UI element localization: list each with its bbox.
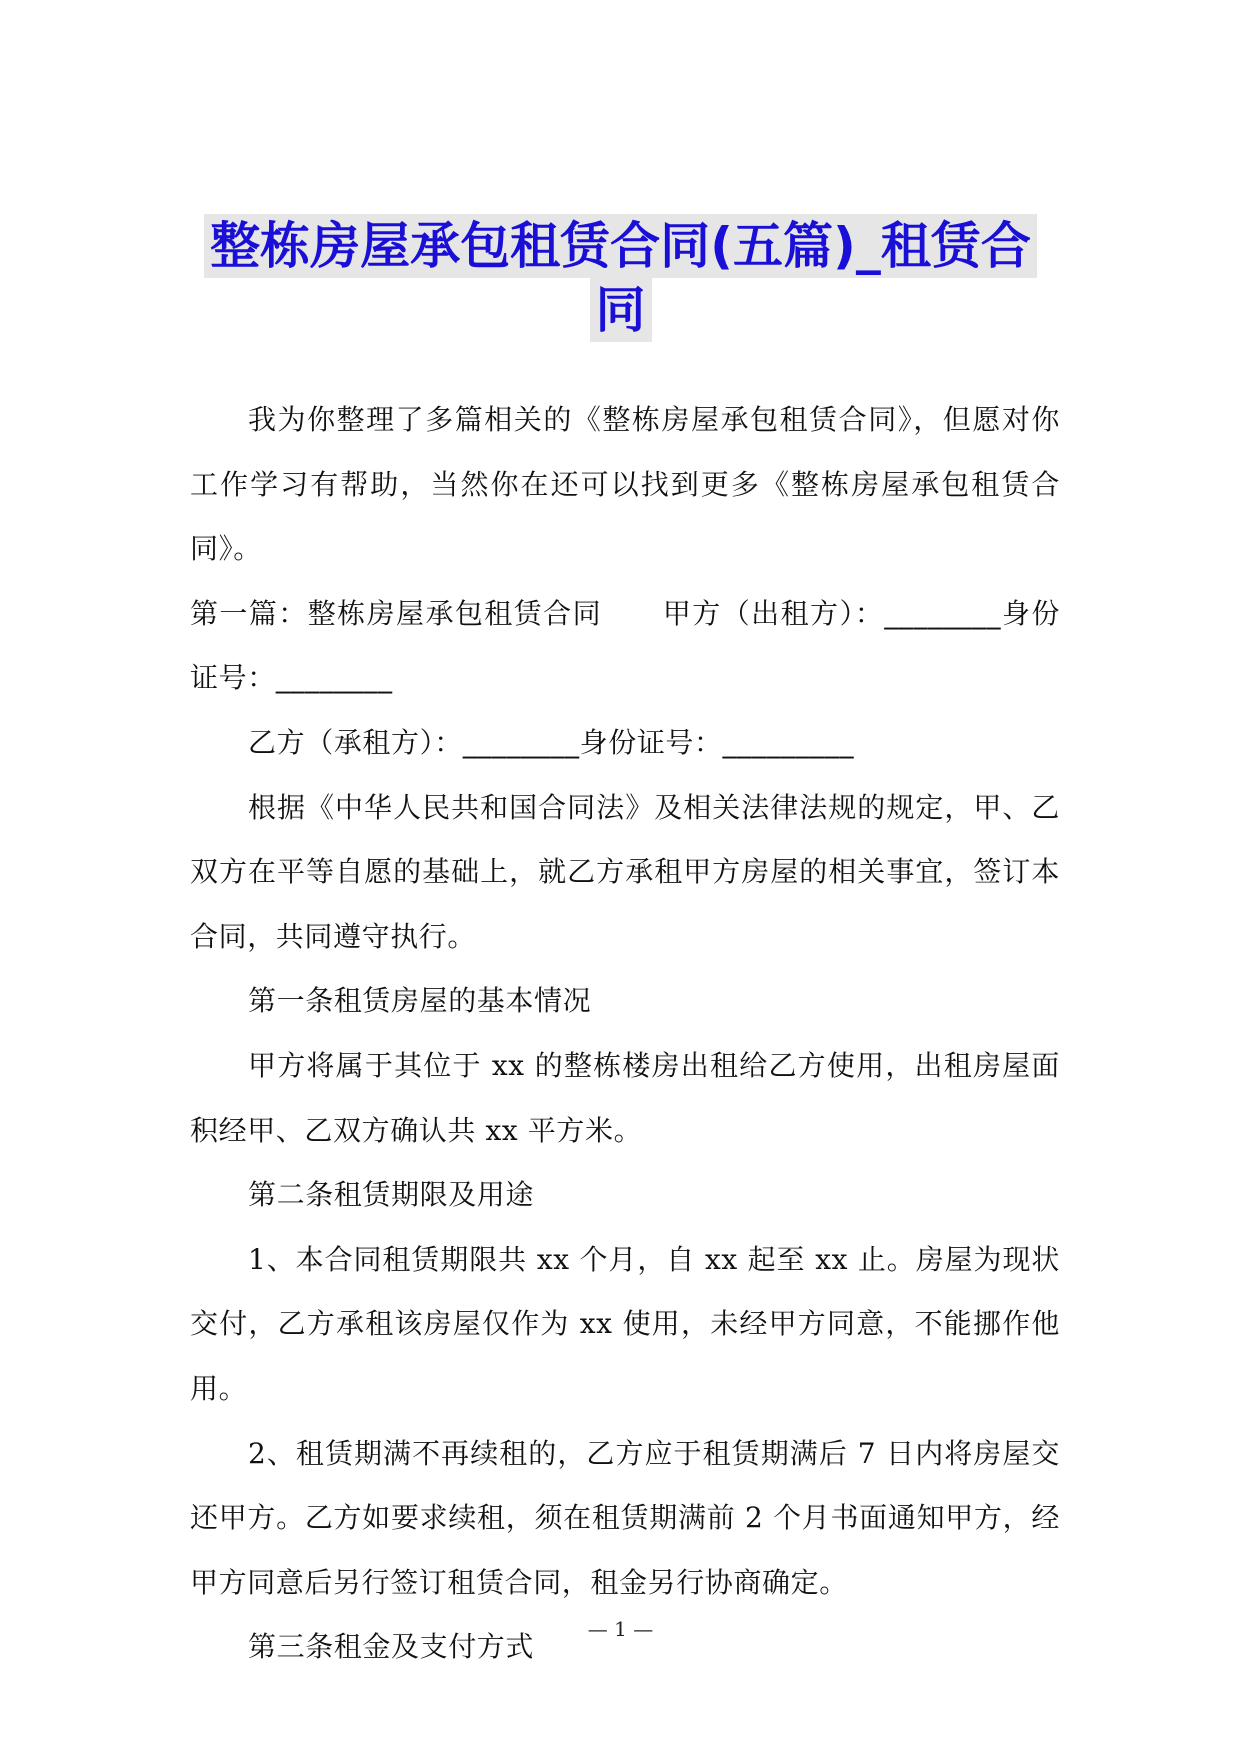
document-title [0, 214, 1241, 342]
article-1-title: 第一条租赁房屋的基本情况 [248, 984, 592, 1018]
title-line-2: 同 [590, 278, 652, 342]
party-b-paragraph [190, 711, 1060, 776]
article-2-item-1: 1、本合同租赁期限共 xx 个月，自 xx 起至 xx 止。房屋为现状交付，乙方承租该房屋仅作为 xx 使用，未经甲方同意，不能挪作他用。 [190, 1242, 1060, 1405]
document-body [190, 388, 1060, 1680]
article-2-item-2: 2、租赁期满不再续租的，乙方应于租赁期满后 7 日内将房屋交还甲方。乙方如要求续租，须在租赁期满前 2 个月书面通知甲方，经甲方同意后另行签订租赁合同，租金另行协商确定。 [190, 1436, 1060, 1599]
page-number: — 1 — [587, 1617, 654, 1641]
article-3-title: 第三条租金及支付方式 [248, 1630, 535, 1664]
section-heading: 第一篇：整栋房屋承包租赁合同 [190, 596, 603, 630]
party-b-blank: ________ [462, 725, 580, 759]
article-1-text: 甲方将属于其位于 xx 的整栋楼房出租给乙方使用，出租房屋面积经甲、乙双方确认共 xx 平方米。 [190, 1048, 1060, 1147]
article-2-title: 第二条租赁期限及用途 [248, 1178, 535, 1212]
party-a-id-blank: ________ [275, 661, 393, 695]
party-a-label: 甲方（出租方）： [662, 596, 885, 630]
party-b-id-blank: _________ [722, 725, 855, 759]
basis-paragraph: 根据《中华人民共和国合同法》及相关法律法规的规定，甲、乙双方在平等自愿的基础上，就乙方承租甲方房屋的相关事宜，签订本合同，共同遵守执行。 [190, 790, 1060, 953]
title-line-1: 整栋房屋承包租赁合同(五篇)_租赁合 [204, 214, 1037, 278]
party-a-id-label: 身份证号： [190, 596, 1060, 695]
party-a-blank: ________ [884, 596, 1002, 630]
party-b-label: 乙方（承租方）： [248, 725, 463, 759]
parties-paragraph [190, 582, 1060, 711]
intro-paragraph: 我为你整理了多篇相关的《整栋房屋承包租赁合同》，但愿对你工作学习有帮助，当然你在还可以找到更多《整栋房屋承包租赁合同》。 [190, 403, 1060, 566]
party-b-id-label: 身份证号： [579, 725, 723, 759]
